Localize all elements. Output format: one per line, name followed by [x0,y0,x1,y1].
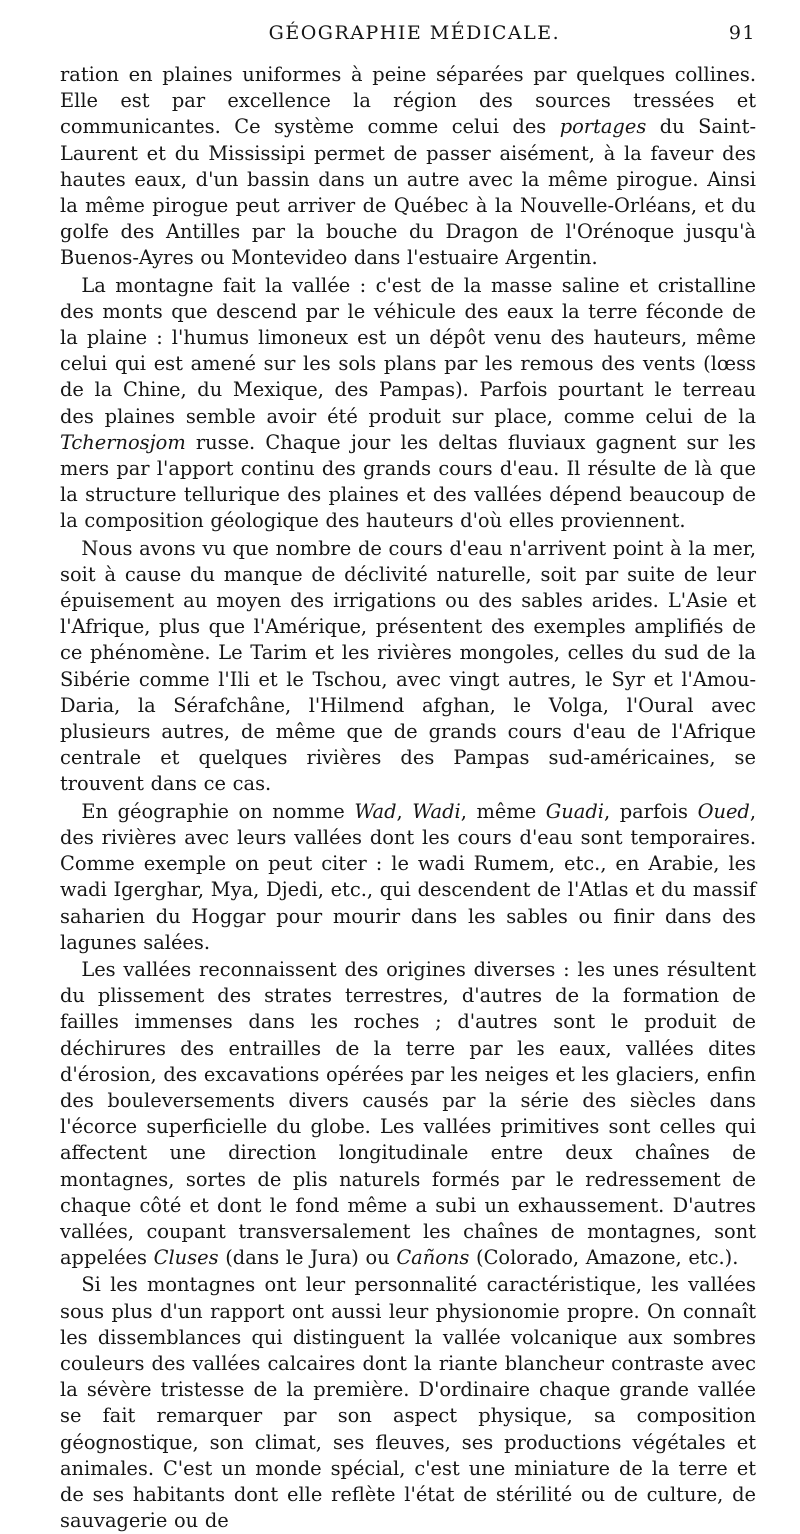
italic-term: Cluses [153,1246,219,1270]
text-run: du Saint-Laurent et du Mississipi permet de passer aisément, à la faveur des hautes eaux, d'un bassin dans un autre avec la même pirogue. Ainsi la même pirogue peut arriver de Québec à la Nouvelle-Orléans, et du golfe des Antilles par la bouche du Dragon de l'Orénoque jusqu'à Buenos-Ayres ou Montevideo dans l'estuaire Argentin. [60,115,756,270]
italic-term: Wadi [412,799,461,823]
running-title: GÉOGRAPHIE MÉDICALE. [268,22,561,44]
paragraph [60,62,756,272]
paragraph [60,273,756,535]
italic-term: portages [559,115,647,139]
paragraph [60,536,756,798]
page-number: 91 [728,22,756,44]
paragraph [60,1272,756,1534]
text-run: Les vallées reconnaissent des origines diverses : les unes résultent du plissement des strates terrestres, d'autres de la formation de failles immenses dans les roches ; d'autres sont le produit de déchirures des entrailles de la terre par les eaux, vallées dites d'érosion, des excavations opérées par les neiges et les glaciers, enfin des bouleversements divers causés par la série des siècles dans l'écorce superficielle du globe. Les vallées primitives sont celles qui affectent une direction longitudinale entre deux chaînes de montagnes, sortes de plis naturels formés par le redressement de chaque côté et dont le fond même a subi un exhaussement. D'autres vallées, coupant transversalement les chaînes de montagnes, sont appelées [60,957,756,1270]
body-text [60,62,756,1534]
italic-term: Wad [354,799,397,823]
text-run: , même [460,799,546,823]
italic-term: Tchernosjom [60,430,186,454]
text-run: (Colorado, Amazone, etc.). [469,1246,739,1270]
paragraph [60,957,756,1271]
text-run: (dans le Jura) ou [218,1246,397,1270]
text-run: ration en plaines uniformes à peine séparées par quelques collines. Elle est par excellence la région des sources tressées et communicantes. Ce système comme celui des [60,63,756,139]
text-run: , [396,799,413,823]
text-run: En géographie on nomme [81,799,355,823]
text-run: Nous avons vu que nombre de cours d'eau n'arrivent point à la mer, soit à cause du manque de déclivité naturelle, soit par suite de leur épuisement au moyen des irrigations ou des sables arides. L'Asie et l'Afrique, plus que l'Amérique, présentent des exemples amplifiés de ce phénomène. Le Tarim et les rivières mongoles, celles du sud de la Sibérie comme l'Ili et le Tschou, avec vingt autres, le Syr et l'Amou-Daria, la Sérafchâne, l'Hilmend afghan, le Volga, l'Oural avec plusieurs autres, de même que de grands cours d'eau de l'Afrique centrale et quelques rivières des Pampas sud-américaines, se trouvent dans ce cas. [60,536,756,796]
italic-term: Guadi [545,799,604,823]
text-run: , des rivières avec leurs vallées dont les cours d'eau sont temporaires. Comme exemple on peut citer : le wadi Rumem, etc., en Arabie, les wadi Igerghar, Mya, Djedi, etc., qui descendent de l'Atlas et du massif saharien du Hoggar pour mourir dans les sables ou finir dans des lagunes salées. [60,799,757,954]
book-page [60,22,756,1534]
italic-term: Oued [697,799,750,823]
italic-term: Cañons [396,1246,470,1270]
paragraph [60,799,756,956]
text-run: russe. Chaque jour les deltas fluviaux gagnent sur les mers par l'apport continu des grands cours d'eau. Il résulte de là que la structure tellurique des plaines et des vallées dépend beaucoup de la composition géologique des hauteurs d'où elles proviennent. [60,430,756,533]
text-run: , parfois [603,799,698,823]
text-run: La montagne fait la vallée : c'est de la masse saline et cristalline des monts que descend par le véhicule des eaux la terre féconde de la plaine : l'humus limoneux est un dépôt venu des hauteurs, même celui qui est amené sur les sols plans par les remous des vents (lœss de la Chine, du Mexique, des Pampas). Parfois pourtant le terreau des plaines semble avoir été produit sur place, comme celui de la [60,273,756,428]
text-run: Si les montagnes ont leur personnalité caractéristique, les vallées sous plus d'un rapport ont aussi leur physionomie propre. On connaît les dissemblances qui distinguent la vallée volcanique aux sombres couleurs des vallées calcaires dont la riante blancheur contraste avec la sévère tristesse de la première. D'ordinaire chaque grande vallée se fait remarquer par son aspect physique, sa composition géognostique, son climat, ses fleuves, ses productions végétales et animales. C'est un monde spécial, c'est une miniature de la terre et de ses habitants dont elle reflète l'état de stérilité ou de culture, de sauvagerie ou de [60,1273,756,1533]
running-header [60,22,756,62]
